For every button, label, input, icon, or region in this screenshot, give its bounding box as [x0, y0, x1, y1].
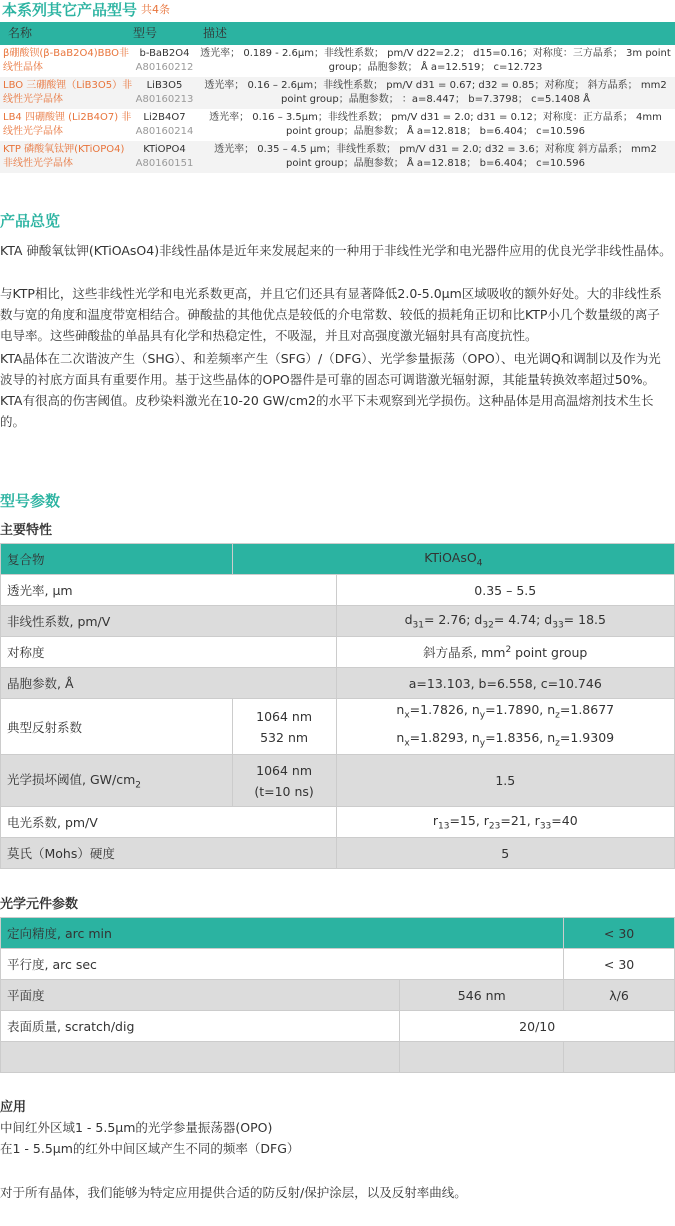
series-row-desc: 透光率； 0.35 – 4.5 μm；非线性系数； pm/V d31 = 2.0; d32 = 3.6；对称度 斜方晶系； mm2 point group；晶胞参数； Å a=12.818； b=6.404； c=10.596 — [214, 144, 657, 169]
sub: 23 — [488, 821, 501, 832]
label: 莫氏（Mohs）硬度 — [1, 838, 337, 869]
params-title: 型号参数 — [0, 492, 61, 510]
sub: 32 — [482, 620, 494, 631]
model-text: b-BaB2O4 — [139, 48, 190, 59]
label-text: 光学损坏阈值, GW/cm — [7, 772, 136, 788]
value: $d_{31}= 2.76$; $d_{32}= 4.74$; $d_{33}= 18.5$ — [336, 606, 674, 637]
series-row-model — [133, 109, 196, 141]
overview-paragraph-2: 与KTP相比，这些非线性光学和电光系数更高，并且它们还具有显著降低2.0-5.0μm区域吸收的额外好处。大的非线性系数与宽的角度和温度带宽相结合。砷酸盐的其他优点是较低的介电常数、较低的损耗角正切和比KTP小几个数量级的离子电导率。这些砷酸盐的单晶具有化学和热稳定性，不吸湿，并且对高强度激光辐射具有高度抗性。 — [0, 286, 662, 343]
main-props-table — [0, 543, 675, 869]
label: 晶胞参数, Å — [1, 668, 337, 699]
series-title — [2, 0, 170, 22]
header-model: 型号 — [133, 26, 158, 40]
model-code: A80160213 — [135, 94, 194, 105]
value — [336, 637, 674, 668]
value — [232, 544, 674, 575]
refr-line-2: $n_x=1.8293$, $n_y=1.8356$, $n_z=1.9309$ — [396, 729, 615, 748]
empty-cell — [1, 1042, 400, 1073]
series-row-name[interactable]: β硼酸钡(β-BaB2O4)BBO非线性晶体 — [3, 48, 130, 73]
main-props-title: 主要特性 — [0, 523, 53, 538]
row-parallelism — [1, 949, 675, 980]
series-row-model — [133, 141, 196, 173]
compound-sub: 4 — [476, 558, 483, 569]
row-mohs — [1, 838, 675, 869]
value: λ/6 — [564, 980, 675, 1011]
series-row-name[interactable]: LB4 四硼酸锂 (Li2B4O7) 非线性光学晶体 — [3, 112, 132, 137]
series-row-lbo[interactable] — [0, 77, 675, 109]
sub: 13 — [437, 821, 450, 832]
val: =21, r — [500, 812, 540, 828]
series-row-lb4[interactable] — [0, 109, 675, 141]
label: 电光系数, pm/V — [1, 807, 337, 838]
val: =1.8356, n — [485, 729, 556, 745]
label: 表面质量, scratch/dig — [1, 1011, 400, 1042]
overview-paragraph-1: KTA 砷酸氧钛钾(KTiOAsO4)非线性晶体是近年来发展起来的一种用于非线性光学和电光器件应用的优良光学非线性晶体。 — [0, 243, 672, 258]
val: = 2.76; d — [423, 611, 483, 627]
header-name: 名称 — [8, 26, 33, 40]
sup: 2 — [505, 644, 512, 655]
sub: 33 — [539, 821, 552, 832]
val: =15, r — [449, 812, 489, 828]
wl: 1064 nm — [256, 708, 313, 724]
model-text: KTiOPO4 — [143, 144, 186, 155]
value: a=13.103, b=6.558, c=10.746 — [336, 668, 674, 699]
header-desc: 描述 — [203, 26, 228, 40]
row-symmetry — [1, 637, 675, 668]
application-line-1: 中间红外区域1 - 5.5μm的光学参量振荡器(OPO) — [0, 1120, 273, 1135]
val: point group — [511, 645, 588, 660]
label: 平行度, arc sec — [1, 949, 564, 980]
cond: (t=10 ns) — [254, 783, 314, 799]
series-row-desc: 透光率； 0.16 – 2.6μm；非线性系数； pm/V d31 = 0.67; d32 = 0.85；对称度； 斜方晶系； mm2 point group；晶胞参数； ：a=8.447； b=7.3798； c=5.1408 Å — [204, 80, 667, 105]
sub: 31 — [412, 620, 424, 631]
series-table — [0, 22, 675, 173]
row-nonlinear — [1, 606, 675, 637]
row-compound — [1, 544, 675, 575]
row-refraction — [1, 699, 675, 755]
label: 典型反射系数 — [1, 699, 233, 755]
optics-title: 光学元件参数 — [0, 897, 79, 912]
series-row-model — [133, 77, 196, 109]
coating-note: 对于所有晶体，我们能够为特定应用提供合适的防反射/保护涂层，以及反射率曲线。 — [0, 1185, 467, 1200]
row-flatness — [1, 980, 675, 1011]
row-cell — [1, 668, 675, 699]
label: 透光率, μm — [1, 575, 337, 606]
label: 定向精度, arc min — [1, 918, 564, 949]
val: =1.8293, n — [409, 729, 480, 745]
label: 对称度 — [1, 637, 337, 668]
row-orientation — [1, 918, 675, 949]
empty-cell — [564, 1042, 675, 1073]
value: 0.35 – 5.5 — [336, 575, 674, 606]
model-code: A80160212 — [135, 62, 194, 73]
optics-table — [0, 917, 675, 1073]
series-table-header — [0, 22, 675, 45]
series-row-ktp[interactable] — [0, 141, 675, 173]
model-code: A80160214 — [135, 126, 194, 137]
series-title-text: 本系列其它产品型号 — [2, 1, 138, 19]
series-row-bbo[interactable] — [0, 45, 675, 77]
value: 1.5 — [336, 755, 674, 807]
model-text: Li2B4O7 — [143, 112, 186, 123]
row-electrooptic — [1, 807, 675, 838]
row-surface — [1, 1011, 675, 1042]
empty-cell — [400, 1042, 564, 1073]
value: 5 — [336, 838, 674, 869]
refr-line-1: $n_x=1.7826$, $n_y=1.7890$, $n_z=1.8677$ — [396, 702, 615, 721]
label: 非线性系数, pm/V — [1, 606, 337, 637]
val: =40 — [551, 812, 578, 828]
application-line-2: 在1 - 5.5μm的红外中间区域产生不同的频率（DFG） — [0, 1141, 300, 1156]
sub: 2 — [135, 780, 141, 791]
val: = 4.74; d — [493, 611, 553, 627]
val: 斜方晶系, mm — [423, 645, 506, 660]
row-transmission — [1, 575, 675, 606]
wavelength: 546 nm — [400, 980, 564, 1011]
val: =1.9309 — [559, 729, 615, 745]
wl: 532 nm — [260, 729, 309, 745]
value: 20/10 — [400, 1011, 675, 1042]
wavelengths — [232, 699, 336, 755]
series-row-name[interactable]: KTP 磷酸氧钛钾(KTiOPO4)非线性光学晶体 — [3, 144, 125, 169]
condition — [232, 755, 336, 807]
value — [336, 699, 674, 755]
val: =1.7826, n — [409, 702, 480, 717]
val: =1.7890, n — [485, 702, 556, 717]
series-row-name[interactable]: LBO 三硼酸锂（LiB3O5）非线性光学晶体 — [3, 80, 133, 105]
overview-title: 产品总览 — [0, 212, 61, 230]
overview-paragraph-3: KTA晶体在二次谐波产生（SHG）、和差频率产生（SFG）/（DFG）、光学参量振荡（OPO）、电光调Q和调制以及作为光波导的衬底方面具有重要作用。基于这些晶体的OPO器件是可靠的固态可调谐激光辐射源，其能量转换效率超过50%。KTA有很高的伤害阈值。皮秒染料激光在10-20 GW/cm2的水平下未观察到光学损伤。这种晶体是用高温熔剂技术生长的。 — [0, 351, 661, 429]
series-row-desc: 透光率； 0.16 – 3.5μm；非线性系数； pm/V d31 = 2.0; d31 = 0.12；对称度：正方晶系； 4mm point group；晶胞参数； Å a=12.818； b=6.404； c=10.596 — [209, 112, 662, 137]
wl: 1064 nm — [256, 762, 313, 778]
val: = 18.5 — [563, 611, 606, 627]
series-row-model — [133, 45, 196, 77]
model-text: LiB3O5 — [146, 80, 183, 91]
value: < 30 — [564, 949, 675, 980]
compound-text: KTiOAsO — [424, 549, 477, 565]
row-empty — [1, 1042, 675, 1073]
val: =1.8677 — [559, 702, 615, 717]
model-code: A80160151 — [135, 158, 194, 169]
value: $r_{13}=15$, $r_{23}=21$, $r_{33}=40$ — [336, 807, 674, 838]
sub: 33 — [552, 620, 564, 631]
row-damage — [1, 755, 675, 807]
value: < 30 — [564, 918, 675, 949]
applications-title: 应用 — [0, 1100, 27, 1115]
series-row-desc: 透光率； 0.189 - 2.6μm；非线性系数； pm/V d22=2.2； d15=0.16；对称度：三方晶系； 3m point group；晶胞参数； Å a=12.519； c=12.723 — [200, 48, 671, 73]
label — [1, 755, 233, 807]
label: 复合物 — [1, 544, 233, 575]
label: 平面度 — [1, 980, 400, 1011]
series-count: 共4条 — [141, 3, 171, 16]
